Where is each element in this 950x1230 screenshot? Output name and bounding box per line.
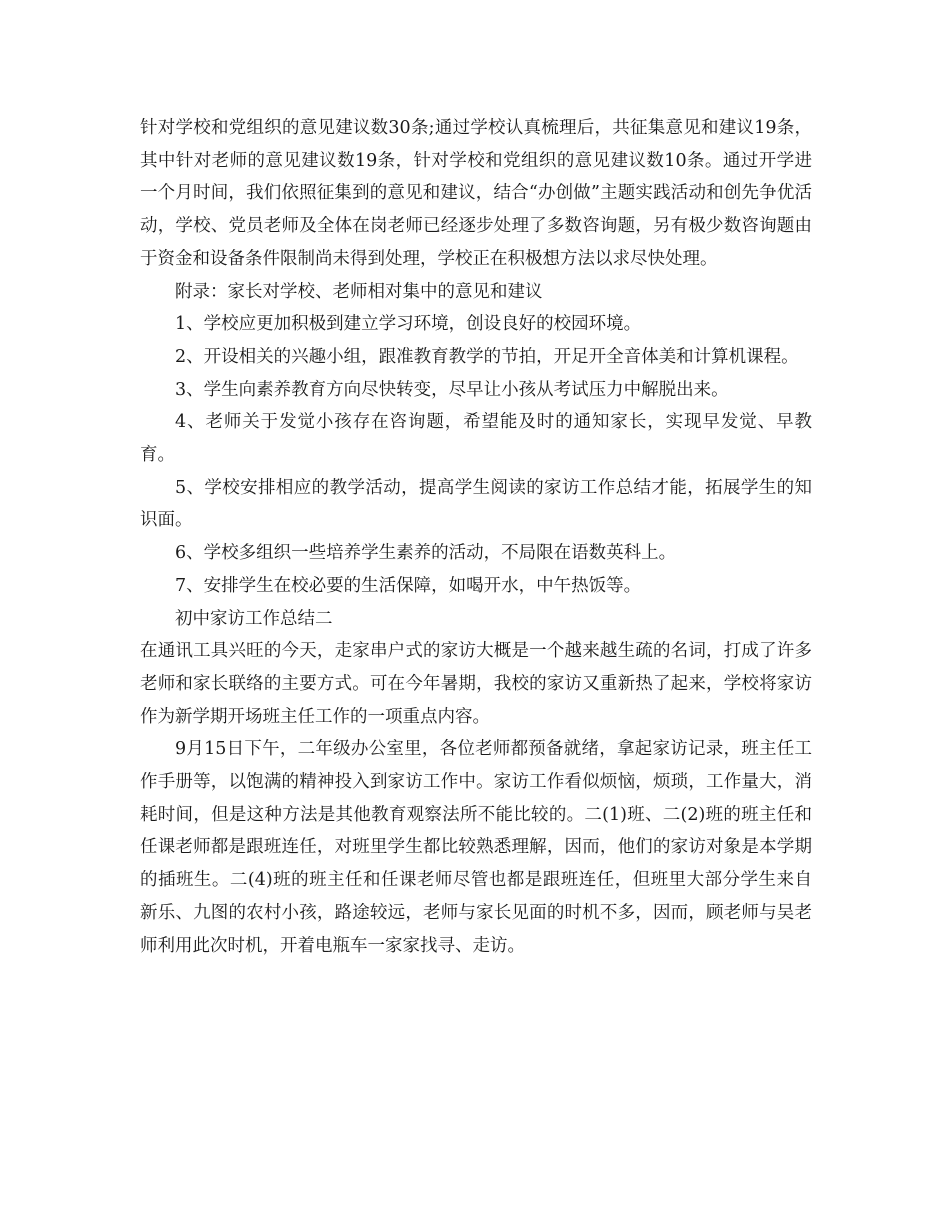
- list-item: 1、学校应更加积极到建立学习环境，创设良好的校园环境。: [175, 314, 642, 335]
- list-item: 2、开设相关的兴趣小组，跟准教育教学的节拍，开足开全音体美和计算机课程。: [175, 346, 799, 367]
- list-item: 4、老师关于发觉小孩存在咨询题，希望能及时的通知家长，实现早发觉、早教育。: [140, 412, 812, 466]
- list-item: 3、学生向素养教育方向尽快转变，尽早让小孩从考试压力中解脱出来。: [175, 379, 729, 400]
- list-item: 7、安排学生在校必要的生活保障，如喝开水，中午热饭等。: [175, 575, 642, 596]
- section-title: 初中家访工作总结二: [175, 608, 333, 629]
- list-item: 6、学校多组织一些培养学生素养的活动，不局限在语数英科上。: [175, 543, 677, 564]
- document-body: [140, 112, 812, 962]
- paragraph-appendix-heading: 附录：家长对学校、老师相对集中的意见和建议: [175, 281, 543, 302]
- paragraph-summary: 针对学校和党组织的意见建议数30条;通过学校认真梳理后，共征集意见和建议19条，其中针对老师的意见建议数19条，针对学校和党组织的意见建议数10条。通过开学进一个月时间，我们依照征集到的意见和建议，结合“办创做”主题实践活动和创先争优活动，学校、党员老师及全体在岗老师已经逐步处理了多数咨询题，另有极少数咨询题由于资金和设备条件限制尚未得到处理，学校正在积极想方法以求尽快处理。: [140, 118, 812, 269]
- paragraph-body: 9月15日下午，二年级办公室里，各位老师都预备就绪，拿起家访记录，班主任工作手册等，以饱满的精神投入到家访工作中。家访工作看似烦恼，烦琐，工作量大，消耗时间，但是这种方法是其他教育观察法所不能比较的。二(1)班、二(2)班的班主任和任课老师都是跟班连任，对班里学生都比较熟悉理解，因而，他们的家访对象是本学期的插班生。二(4)班的班主任和任课老师尽管也都是跟班连任，但班里大部分学生来自新乐、九图的农村小孩，路途较远，老师与家长见面的时机不多，因而，顾老师与吴老师利用此次时机，开着电瓶车一家家找寻、走访。: [140, 739, 812, 956]
- list-item: 5、学校安排相应的教学活动，提高学生阅读的家访工作总结才能，拓展学生的知识面。: [140, 477, 812, 531]
- paragraph-intro: 在通讯工具兴旺的今天，走家串户式的家访大概是一个越来越生疏的名词，打成了许多老师和家长联络的主要方式。可在今年暑期，我校的家访又重新热了起来，学校将家访作为新学期开场班主任工作的一项重点内容。: [140, 641, 812, 727]
